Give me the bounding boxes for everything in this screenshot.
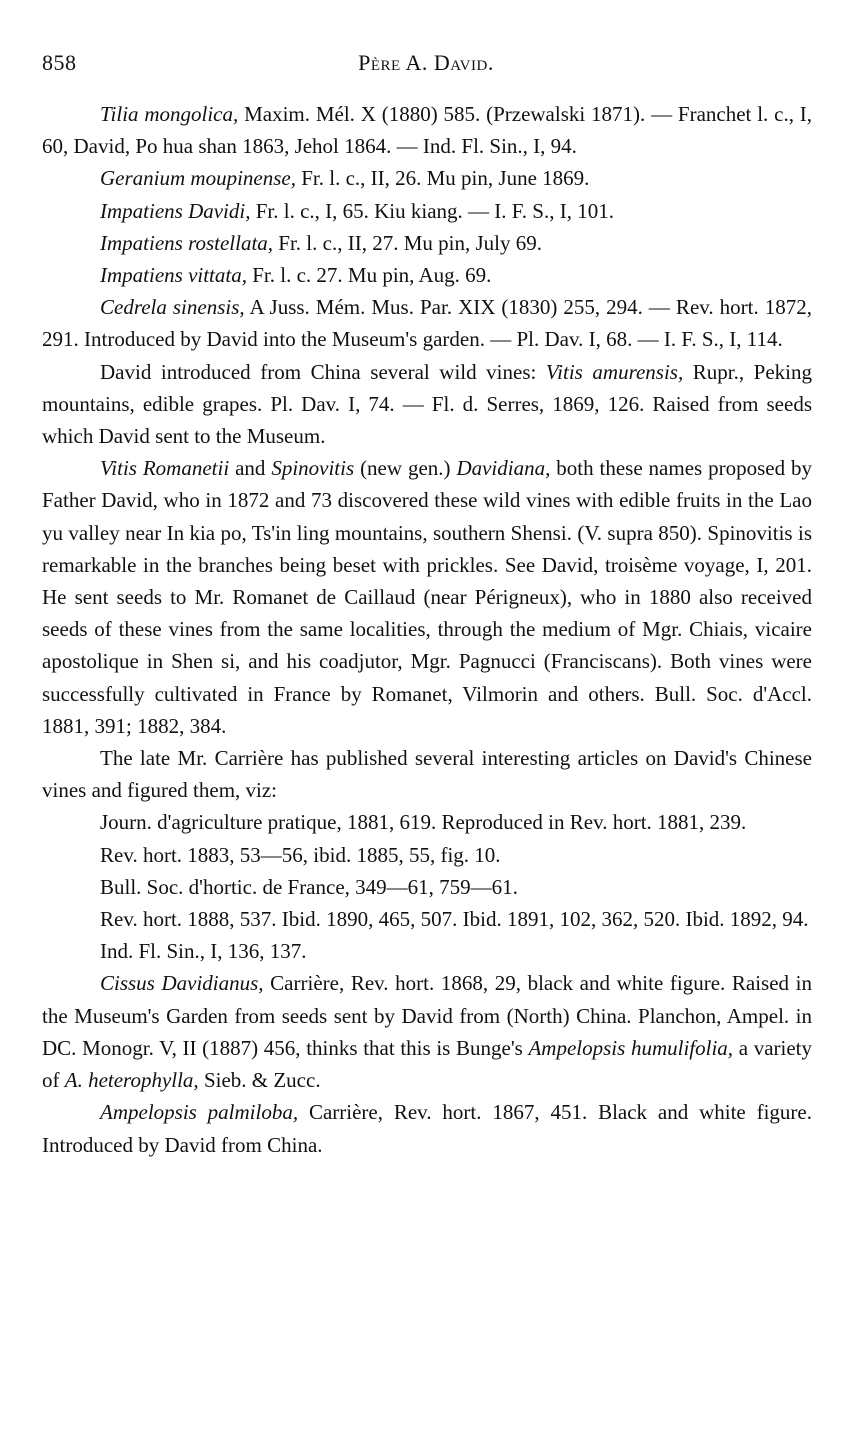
italic-text: Cissus Davidianus, (100, 971, 264, 996)
text-run: a variety of (42, 1035, 812, 1093)
text-run: Carrière, Rev. hort. 1867, 451. Black and white figure. Introduced by David from China. (42, 1100, 812, 1157)
paragraph (42, 356, 812, 453)
italic-text: Davidiana, (456, 456, 551, 481)
paragraph (42, 742, 812, 806)
paragraph (42, 162, 812, 194)
text-run: Fr. l. c. 27. Mu pin, Aug. 69. (246, 263, 492, 288)
text-run: Fr. l. c., II, 27. Mu pin, July 69. (273, 230, 542, 255)
text-run: Journ. d'agriculture pratique, 1881, 619. Reproduced in Rev. hort. 1881, 239. (100, 810, 747, 835)
italic-text: Geranium moupinense, (100, 166, 296, 191)
paragraph (42, 1096, 812, 1160)
text-run: A Juss. Mém. Mus. Par. XIX (1830) 255, 294. — Rev. hort. 1872, 291. Introduced by David into the Museum's garden. — Pl. Dav. I, 68. — I. F. S., I, 114. (42, 295, 812, 352)
text-run: and (229, 456, 272, 481)
text-run: Carrière, Rev. hort. 1868, 29, black and white figure. Raised in the Museum's Garden from seeds sent by David from (North) China. Planchon, Ampel. in DC. Monogr. V, II (1887) 456, thinks that this is Bunge's (42, 971, 812, 1060)
paragraph (42, 903, 812, 935)
text-run: Rupr., Peking mountains, edible grapes. Pl. Dav. I, 74. — Fl. d. Serres, 1869, 126. Raised from seeds which David sent to the Museum. (42, 359, 812, 449)
text-run: Rev. hort. 1888, 537. Ibid. 1890, 465, 507. Ibid. 1891, 102, 362, 520. Ibid. 1892, 94. (100, 907, 809, 932)
text-run: Fr. l. c., I, 65. Kiu kiang. — I. F. S., I, 101. (250, 198, 614, 223)
text-run: Rev. hort. 1883, 53—56, ibid. 1885, 55, fig. 10. (100, 842, 501, 867)
text-run: both these names proposed by Father David, who in 1872 and 73 discovered these wild vines with edible fruits in the Lao yu valley near In kia po, Ts'in ling mountains, southern Shensi. (V. supra 850). Spinovitis is remarkable in the branches being beset with prickles. See David, troisème voyage, I, 201. He sent seeds to Mr. Romanet de Caillaud (near Périgneux), who in 1880 also received seeds of these vines from the same localities, through the medium of Mgr. Chiais, vicaire apostolique in Shen si, and his coadjutor, Mgr. Pagnucci (Franciscans). Both vines were successfully cultivated in France by Romanet, Vilmorin and others. Bull. Soc. d'Accl. 1881, 391; 1882, 384. (42, 456, 812, 738)
italic-text: Cedrela sinensis, (100, 295, 245, 320)
paragraph (42, 98, 812, 162)
text-run: (new gen.) (354, 456, 457, 481)
paragraph (42, 195, 812, 227)
text-run: Sieb. & Zucc. (198, 1068, 321, 1093)
italic-text: Tilia mongolica, (100, 102, 239, 126)
text-run: The late Mr. Carrière has published several interesting articles on David's Chinese vines and figured them, viz: (42, 746, 812, 803)
italic-text: Vitis amurensis, (545, 359, 684, 384)
italic-text: Impatiens vittata, (100, 263, 247, 288)
text-run: Fr. l. c., II, 26. Mu pin, June 1869. (295, 166, 590, 191)
running-title: Père A. David. (358, 50, 494, 75)
paragraph (42, 935, 812, 967)
italic-text: Ampelopsis palmiloba, (100, 1100, 299, 1125)
paragraph (42, 967, 812, 1096)
body-text (42, 98, 812, 1161)
text-run: Maxim. Mél. X (1880) 585. (Przewalski 1871). — Franchet l. c., I, 60, David, Po hua shan 1863, Jehol 1864. — Ind. Fl. Sin., I, 94. (42, 102, 813, 159)
page-header (42, 50, 810, 84)
page-number: 858 (42, 50, 77, 75)
italic-text: Impatiens rostellata, (100, 230, 274, 255)
italic-text: Impatiens Davidi, (100, 198, 251, 223)
italic-text: Ampelopsis humulifolia, (528, 1035, 734, 1060)
text-run: Bull. Soc. d'hortic. de France, 349—61, 759—61. (100, 874, 518, 899)
paragraph (42, 839, 812, 871)
paragraph (42, 259, 812, 291)
text-run: David introduced from China several wild vines: (100, 359, 546, 384)
paragraph (42, 806, 812, 838)
italic-text: Vitis Romanetii (100, 456, 230, 481)
italic-text: Spinovitis (271, 456, 355, 481)
paragraph (42, 291, 812, 355)
italic-text: A. heterophylla, (64, 1068, 199, 1093)
paragraph (42, 871, 812, 903)
text-run: Ind. Fl. Sin., I, 136, 137. (100, 939, 307, 964)
paragraph (42, 452, 812, 742)
paragraph (42, 227, 812, 259)
